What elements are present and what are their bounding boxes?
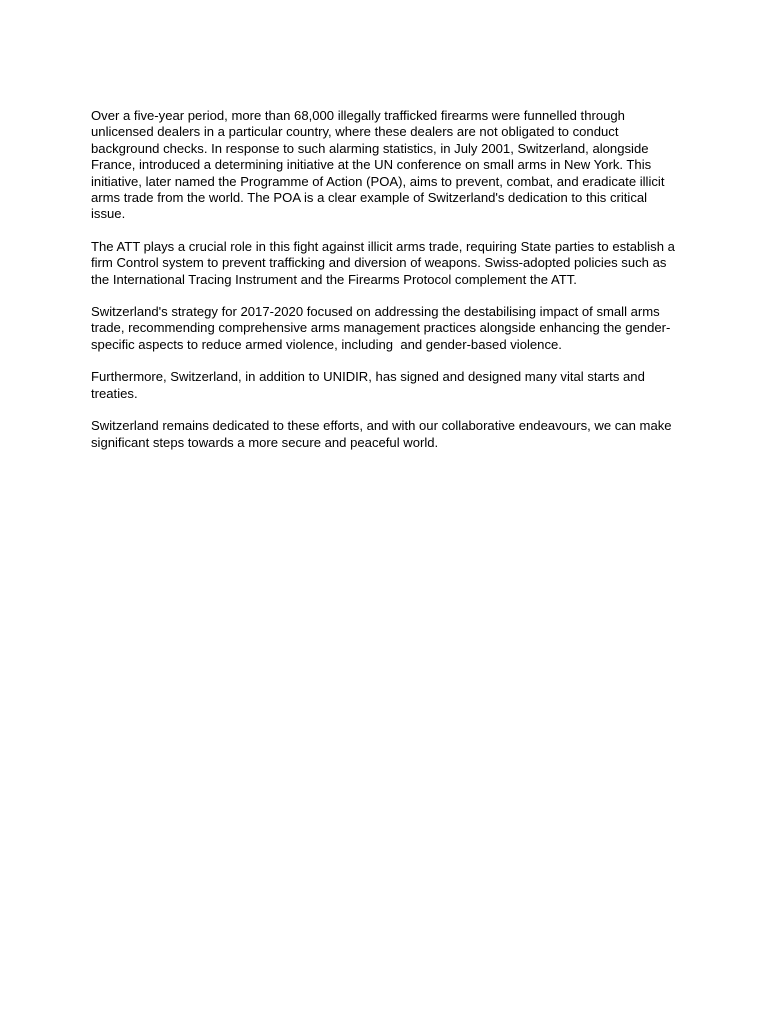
paragraph-conclusion: Switzerland remains dedicated to these efforts, and with our collaborative endeavours, we can make significant steps towards a more secure and peaceful world.: [91, 418, 676, 450]
paragraph-unidir-treaties: Furthermore, Switzerland, in addition to UNIDIR, has signed and designed many vital starts and treaties.: [91, 369, 649, 401]
paragraph-strategy-2017-2020: Switzerland's strategy for 2017-2020 focused on addressing the destabilising impact of small arms trade, recommending comprehensive arms management practices alongside enhancing the gender-specific aspects to reduce armed violence, including and gender-based violence.: [91, 304, 671, 352]
document-body: [91, 108, 683, 467]
paragraph-att-role: The ATT plays a crucial role in this fight against illicit arms trade, requiring State parties to establish a firm Control system to prevent trafficking and diversion of weapons. Swiss-adopted policies such as the International Tracing Instrument and the Firearms Protocol complement the ATT.: [91, 238, 679, 287]
paragraph-poa-intro: Over a five-year period, more than 68,000 illegally trafficked firearms were funnelled through unlicensed dealers in a particular country, where these dealers are not obligated to conduct background checks. In response to such alarming statistics, in July 2001, Switzerland, alongside France, introduced a determining initiative at the UN conference on small arms in New York. This initiative, later named the Programme of Action (POA), aims to prevent, combat, and eradicate illicit arms trade from the world. The POA is a clear example of Switzerland's dedication to this critical issue.: [91, 108, 669, 222]
